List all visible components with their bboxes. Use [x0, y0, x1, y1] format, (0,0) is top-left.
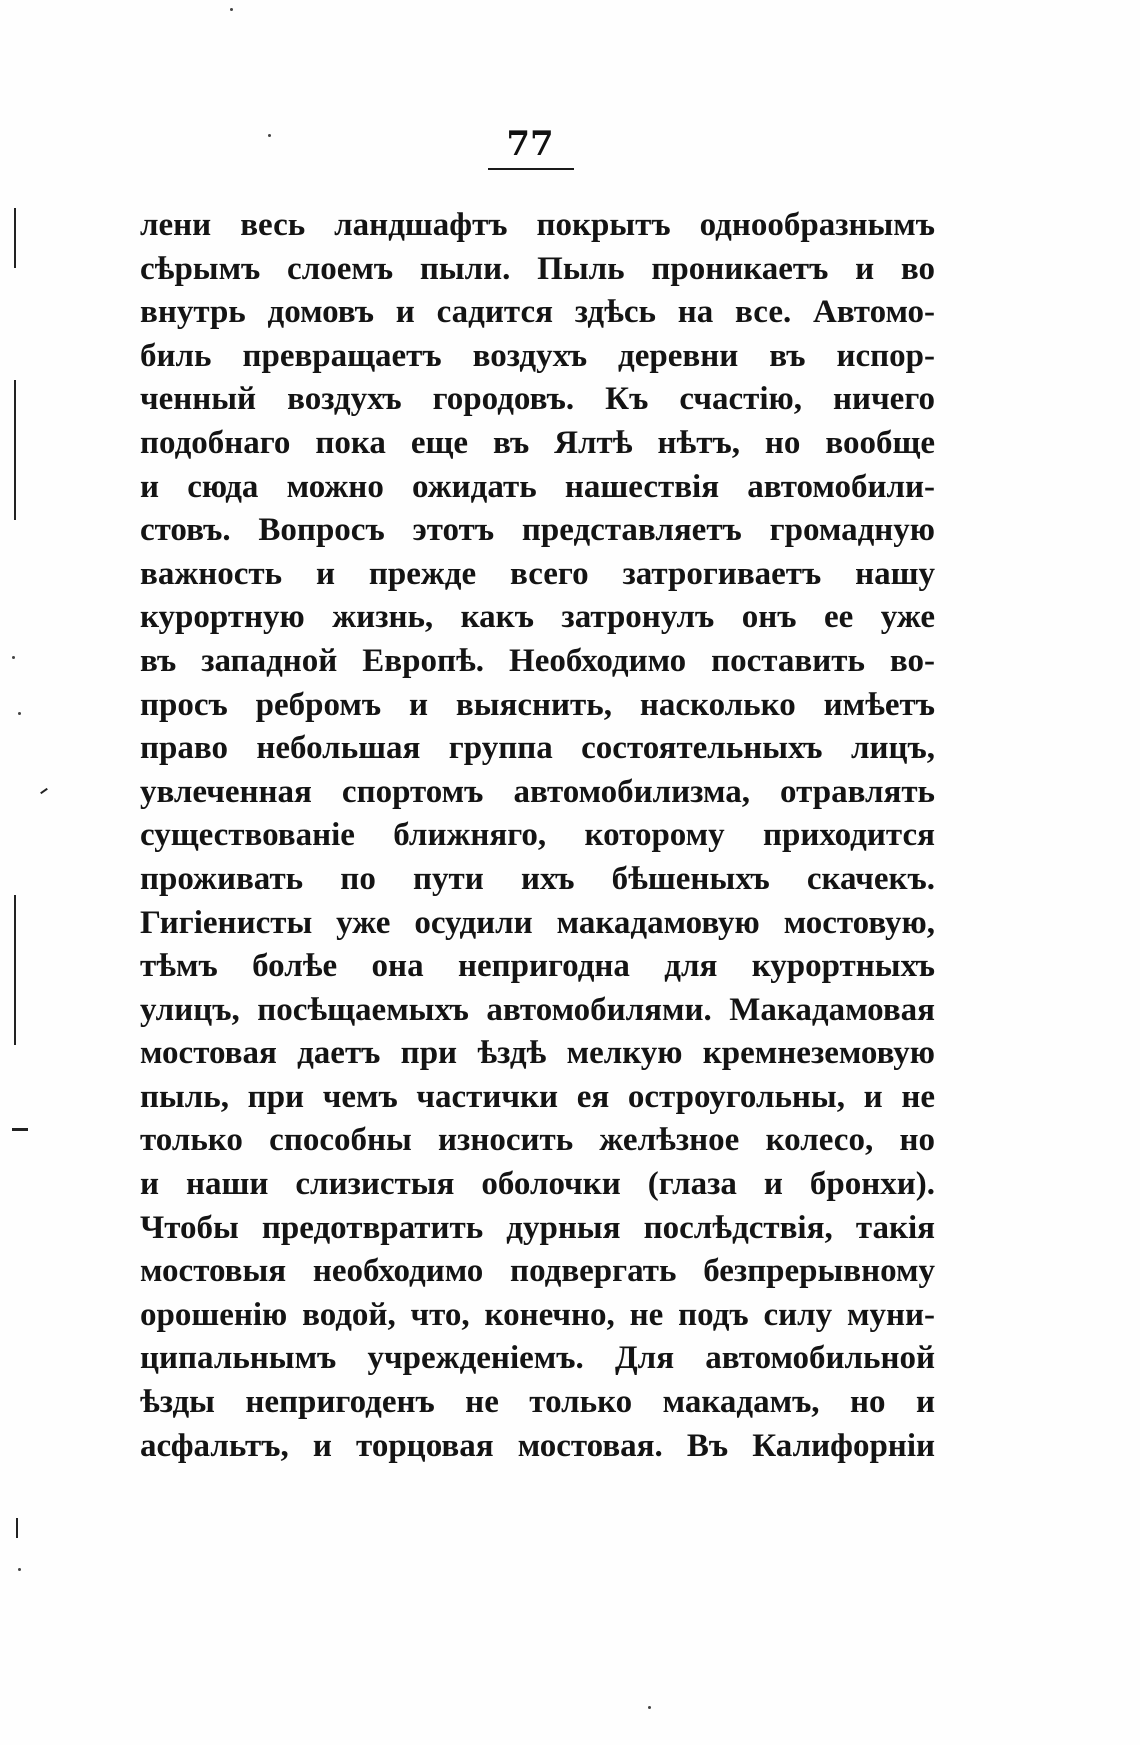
text-line: биль превращаетъ воздухъ деревни въ испор-	[140, 337, 935, 374]
text-line: асфальтъ, и торцовая мостовая. Въ Калифорніи	[140, 1427, 935, 1464]
text-line: увлеченная спортомъ автомобилизма, отравлять	[140, 773, 935, 810]
text-line: проживать по пути ихъ бѣшеныхъ скачекъ.	[140, 860, 935, 897]
scan-speck	[268, 134, 271, 137]
text-line: ѣзды непригоденъ не только макадамъ, но и	[140, 1384, 935, 1421]
text-line: только способны износить желѣзное колесо, но	[140, 1122, 935, 1159]
text-line: орошенію водой, что, конечно, не подъ силу муни-	[140, 1296, 935, 1333]
scan-speck	[648, 1706, 651, 1709]
text-line: подобнаго пока еще въ Ялтѣ нѣтъ, но вообще	[140, 424, 935, 461]
text-line: Гигіенисты уже осудили макадамовую мостовую,	[140, 904, 935, 941]
scan-margin-mark	[14, 380, 16, 520]
body-text	[140, 204, 935, 1468]
page-number: 77	[506, 124, 554, 164]
text-line: и наши слизистыя оболочки (глаза и бронхи).	[140, 1166, 935, 1203]
text-line: тѣмъ болѣе она непригодна для курортныхъ	[140, 948, 935, 985]
scan-margin-mark	[12, 1128, 28, 1131]
text-line: и сюда можно ожидать нашествія автомобили-	[140, 468, 935, 505]
text-line: просъ ребромъ и выяснить, насколько имѣетъ	[140, 686, 935, 723]
text-line: лени весь ландшафтъ покрытъ однообразнымъ	[140, 207, 935, 243]
text-line: право небольшая группа состоятельныхъ лицъ,	[140, 730, 935, 767]
text-line: сѣрымъ слоемъ пыли. Пыль проникаетъ и во	[140, 250, 935, 287]
page-number-rule	[488, 168, 574, 170]
text-line: улицъ, посѣщаемыхъ автомобилями. Макадамовая	[140, 991, 935, 1028]
text-line: пыль, при чемъ частички ея остроугольны, и не	[140, 1078, 935, 1115]
text-line: существованіе ближняго, которому приходится	[140, 817, 935, 854]
scan-margin-mark	[16, 1518, 18, 1538]
text-line: курортную жизнь, какъ затронулъ онъ ее уже	[140, 599, 935, 636]
text-line: стовъ. Вопросъ этотъ представляетъ громадную	[140, 512, 935, 549]
text-line: ченный воздухъ городовъ. Къ счастію, ничего	[140, 381, 935, 418]
scan-speck	[18, 712, 21, 715]
text-line: важность и прежде всего затрогиваетъ нашу	[140, 555, 935, 592]
scan-speck	[18, 1568, 21, 1571]
scan-speck	[12, 656, 15, 659]
text-line: внутрь домовъ и садится здѣсь на все. Автомо-	[140, 294, 935, 331]
scan-speck	[230, 8, 233, 11]
text-line: ципальнымъ учрежденіемъ. Для автомобильной	[140, 1340, 935, 1377]
scan-margin-mark	[40, 788, 48, 794]
text-line: Чтобы предотвратить дурныя послѣдствія, такія	[140, 1209, 935, 1246]
text-line: мостовая даетъ при ѣздѣ мелкую кремнеземовую	[140, 1035, 935, 1072]
scan-margin-mark	[14, 895, 16, 1045]
text-line: мостовыя необходимо подвергать безпрерывному	[140, 1253, 935, 1290]
text-line: въ западной Европѣ. Необходимо поставить во-	[140, 642, 935, 679]
scan-margin-mark	[14, 208, 16, 268]
